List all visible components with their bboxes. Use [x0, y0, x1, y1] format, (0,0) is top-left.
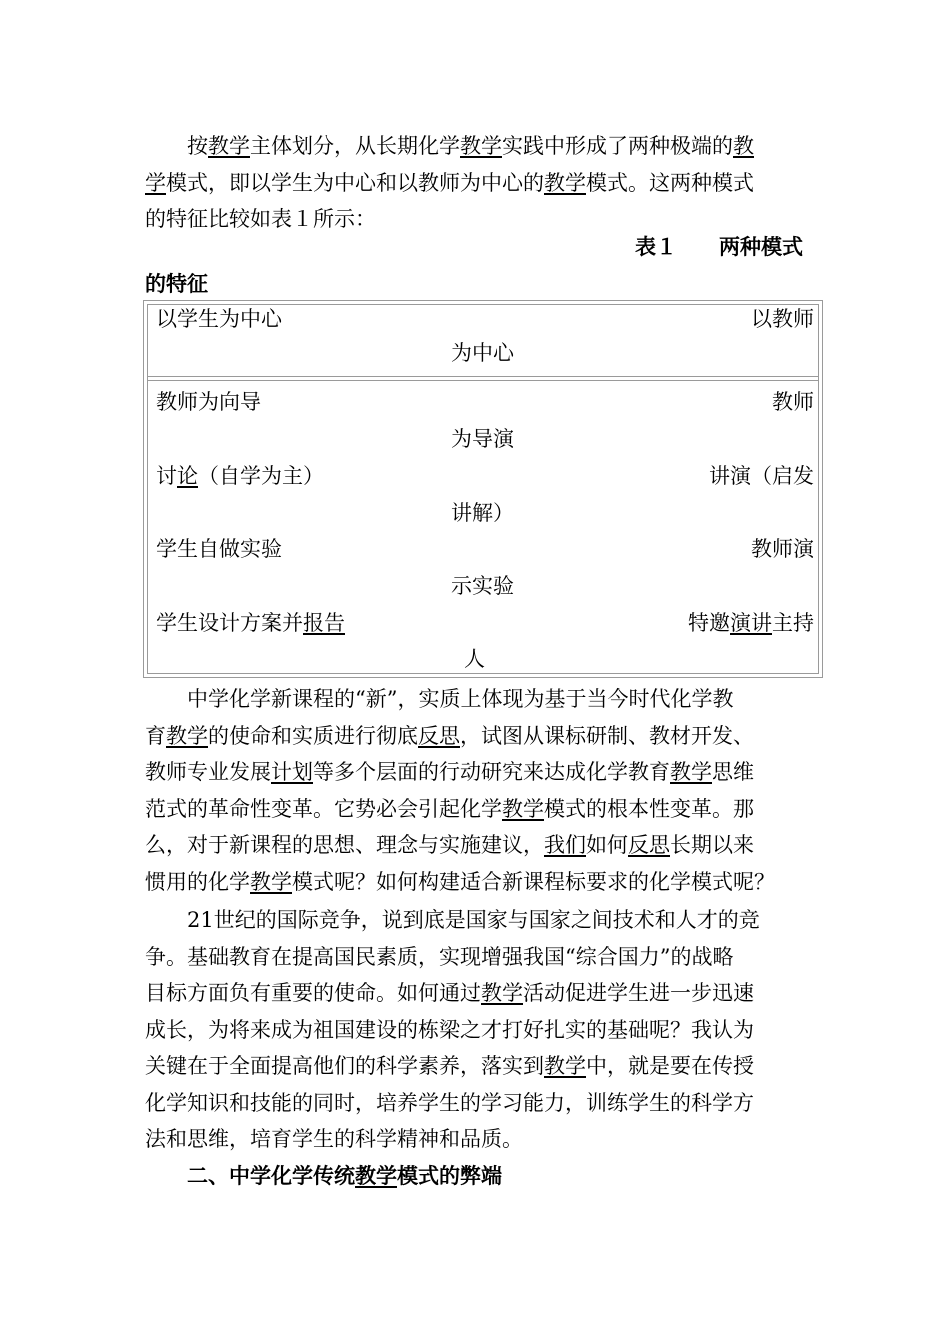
text: 学生设计方案并 — [156, 611, 303, 635]
link-plan[interactable]: 计划 — [271, 760, 313, 784]
table-caption: 表１ 两种模式 — [635, 234, 803, 259]
table-row-right-cont: 示实验 — [451, 574, 514, 598]
link-reflection[interactable]: 反思 — [418, 723, 460, 748]
section-heading — [145, 1158, 805, 1195]
table-row-right-cont: 为导演 — [451, 427, 514, 451]
text: 二、中学化学传统 — [187, 1163, 355, 1188]
text: 主持 — [772, 611, 814, 635]
text-line — [145, 864, 805, 901]
text-line — [145, 165, 805, 202]
text: 教师专业发展 — [145, 760, 271, 784]
text-line: 法和思维，培育学生的科学精神和品质。 — [145, 1127, 523, 1151]
link-teaching[interactable]: 教学 — [544, 1054, 586, 1078]
header-separator — [147, 376, 819, 381]
table-header-student-centered: 以学生为中心 — [156, 307, 282, 331]
text-line: 成长，为将来成为祖国建设的栋梁之才打好扎实的基础呢？我认为 — [145, 1017, 754, 1042]
comparison-table — [143, 300, 823, 678]
link-teaching[interactable]: 教学 — [481, 981, 523, 1005]
text: 特邀 — [688, 611, 730, 635]
text: 范式的革命性变革。它势必会引起化学 — [145, 796, 502, 821]
table-header-teacher-centered: 以教师 — [751, 307, 814, 331]
text-line: 争。基础教育在提高国民素质，实现增强我国“综合国力”的战略 — [145, 944, 734, 969]
text: 模式。这两种模式 — [586, 170, 754, 195]
text: 惯用的化学 — [145, 869, 250, 894]
text: 如何 — [586, 833, 628, 857]
table-row-right-cont: 人 — [464, 647, 485, 671]
text-line — [145, 128, 805, 165]
text-line: 化学知识和技能的同时，培养学生的学习能力，训练学生的科学方 — [145, 1090, 754, 1115]
table-row-left: 教师为向导 — [156, 390, 261, 414]
paragraph-international-competition — [145, 902, 805, 1158]
table-row-right: 教师 — [772, 390, 814, 414]
link-discussion[interactable]: 论 — [177, 464, 198, 488]
text-line — [145, 1048, 805, 1085]
intro-paragraph — [145, 128, 805, 238]
link-teaching[interactable]: 教学 — [250, 869, 292, 894]
table-row-right — [688, 605, 814, 641]
text: 主体划分，从长期化学 — [250, 134, 460, 158]
paragraph-new-curriculum — [145, 681, 805, 900]
text-line — [145, 975, 805, 1012]
table-caption-continued: 的特征 — [145, 271, 208, 296]
heading-text — [145, 1158, 805, 1195]
text-line: 中学化学新课程的“新”，实质上体现为基于当今时代化学教 — [187, 687, 734, 711]
link-teaching[interactable]: 教学 — [544, 170, 586, 195]
text: 按 — [187, 134, 208, 158]
link-teaching[interactable]: 教学 — [670, 760, 712, 784]
text: 讨 — [156, 464, 177, 488]
text: 思维 — [712, 760, 754, 784]
table-row-right: 教师演 — [751, 537, 814, 561]
link-teaching[interactable]: 教学 — [355, 1163, 397, 1188]
text: 么，对于新课程的思想、理念与实施建议， — [145, 833, 544, 857]
table-row-right: 讲演（启发 — [709, 464, 814, 488]
link-report[interactable]: 报告 — [303, 611, 345, 635]
text: 长期以来 — [670, 833, 754, 857]
link-speech[interactable]: 演讲 — [730, 611, 772, 635]
text: 关键在于全面提高他们的科学素养，落实到 — [145, 1054, 544, 1078]
text: 模式的弊端 — [397, 1163, 502, 1188]
link-teaching[interactable]: 教学 — [460, 134, 502, 158]
text: （自学为主） — [198, 464, 324, 488]
table-row-right-cont: 讲解） — [451, 501, 514, 525]
text: 的使命和实质进行彻底 — [208, 723, 418, 748]
text-line — [145, 827, 805, 864]
table-row-left: 学生自做实验 — [156, 537, 282, 561]
text-line: 21世纪的国际竞争，说到底是国家与国家之间技术和人才的竞 — [187, 908, 760, 932]
link-teaching[interactable]: 教学 — [502, 796, 544, 821]
text: 模式的根本性变革。那 — [544, 796, 754, 821]
text: 目标方面负有重要的使命。如何通过 — [145, 981, 481, 1005]
text: 等多个层面的行动研究来达成化学教育 — [313, 760, 670, 784]
table-header-teacher-centered-cont: 为中心 — [451, 341, 514, 365]
link-teaching[interactable]: 教学 — [166, 723, 208, 748]
text: ，试图从课标研制、教材开发、 — [460, 723, 754, 748]
text-line — [145, 791, 805, 828]
link-teaching[interactable]: 学 — [145, 170, 166, 195]
text: 实践中形成了两种极端的 — [502, 134, 733, 158]
text: 中，就是要在传授 — [586, 1054, 754, 1078]
text-line — [145, 718, 805, 755]
text-line: 的特征比较如表１所示： — [145, 207, 376, 231]
text: 模式，即以学生为中心和以教师为中心的 — [166, 170, 544, 195]
text: 模式呢？如何构建适合新课程标要求的化学模式呢？ — [292, 869, 775, 894]
link-teaching[interactable]: 教学 — [208, 134, 250, 158]
text: 育 — [145, 723, 166, 748]
link-teaching[interactable]: 教 — [733, 134, 754, 158]
table-row-left — [156, 458, 324, 494]
table-row-left — [156, 605, 345, 641]
text: 活动促进学生进一步迅速 — [523, 981, 754, 1005]
link-reflection[interactable]: 反思 — [628, 833, 670, 857]
text-line — [145, 754, 805, 791]
link-we[interactable]: 我们 — [544, 833, 586, 857]
